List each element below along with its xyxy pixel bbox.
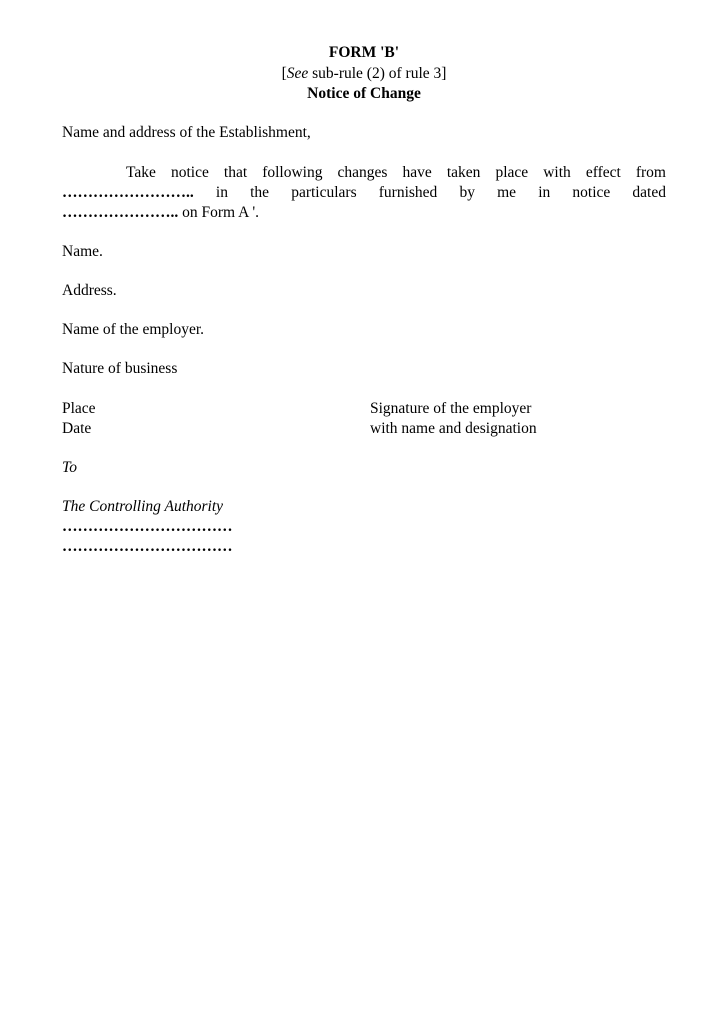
- notice-date-dots: …………………..: [62, 204, 179, 221]
- see-word: See: [286, 65, 309, 82]
- date-label: Date: [62, 420, 92, 437]
- place-label: Place: [62, 400, 96, 417]
- establishment-line: Name and address of the Establishment,: [62, 124, 311, 141]
- address-label: Address.: [62, 282, 117, 299]
- form-title: FORM 'B': [328, 44, 400, 61]
- notice-row-2-text: in the particulars furnished by me in notice dated: [193, 184, 666, 201]
- authority-address-dots-2: ……………………………: [62, 538, 233, 555]
- to-label: To: [62, 459, 77, 476]
- rule-reference: [0, 64, 728, 84]
- rule-ref-open: [: [281, 65, 287, 82]
- notice-row-1: Take notice that following changes have taken place with effect from: [126, 164, 666, 181]
- authority-address-dots-1: ……………………………: [62, 518, 233, 535]
- effect-date-dots: ……………………..: [62, 184, 194, 201]
- authority-label: The Controlling Authority: [62, 498, 224, 515]
- notice-row-3-text: on Form A '.: [178, 204, 259, 221]
- rule-ref-rest: sub-rule (2) of rule 3]: [308, 65, 447, 82]
- signature-line-1: Signature of the employer: [370, 400, 532, 417]
- name-label: Name.: [62, 243, 103, 260]
- notice-row-3: [62, 203, 666, 223]
- signature-line-2: with name and designation: [370, 420, 537, 437]
- notice-paragraph: [62, 163, 666, 223]
- notice-row-2: [62, 183, 666, 203]
- employer-label: Name of the employer.: [62, 321, 205, 338]
- notice-title: Notice of Change: [307, 85, 421, 102]
- business-label: Nature of business: [62, 360, 178, 377]
